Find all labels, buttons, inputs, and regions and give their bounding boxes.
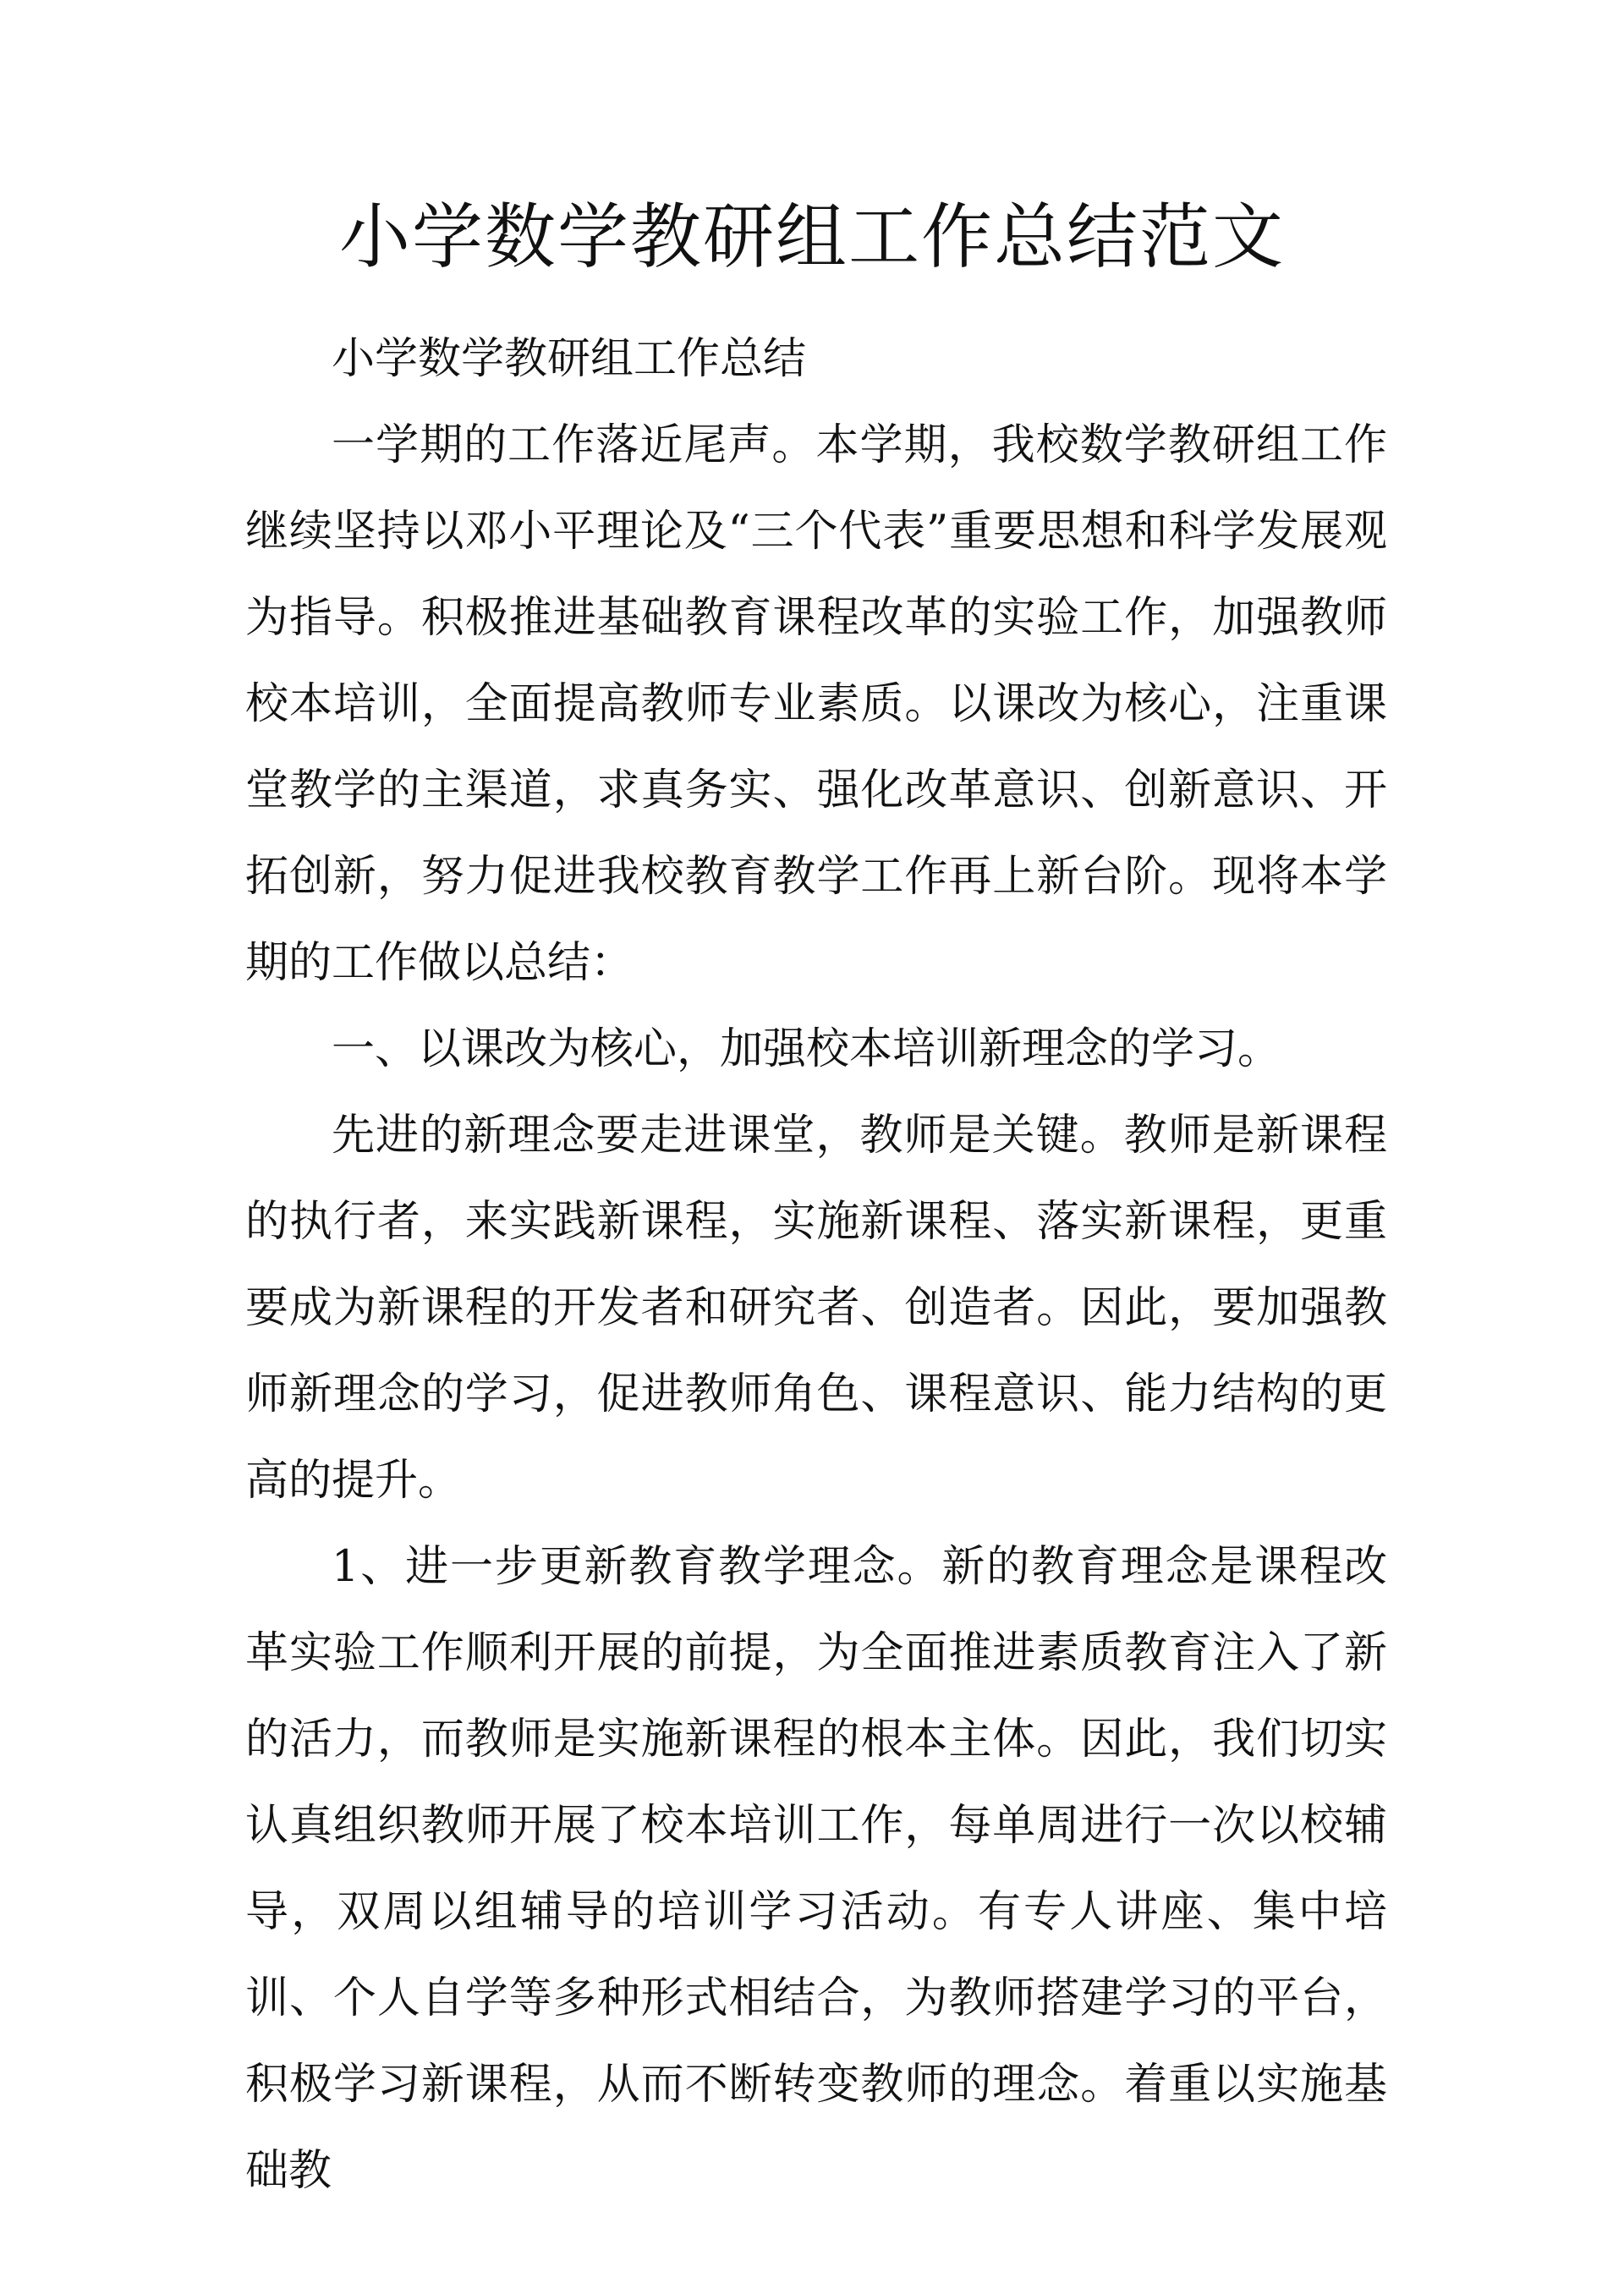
paragraph-new-concepts: 先进的新理念要走进课堂，教师是关键。教师是新课程的执行者，来实践新课程，实施新课程、落实新课程，更重要成为新课程的开发者和研究者、创造者。因此，要加强教师新理念的学习，促进教师角色、课程意识、能力结构的更高的提升。	[245, 1111, 1387, 1506]
paragraph-item-1: 1、进一步更新教育教学理念。新的教育理念是课程改革实验工作顺利开展的前提，为全面推进素质教育注入了新的活力，而教师是实施新课程的根本主体。因此，我们切实认真组织教师开展了校本培训工作，每单周进行一次以校辅导，双周以组辅导的培训学习活动。有专人讲座、集中培训、个人自学等多种形式相结合，为教师搭建学习的平台，积极学习新课程，从而不断转变教师的理念。着重以实施基础教	[245, 1542, 1387, 2196]
paragraph-subtitle: 小学数学教研组工作总结	[332, 334, 807, 384]
document-title: 小学数学教研组工作总结范文	[338, 195, 1285, 278]
paragraph-intro: 一学期的工作落近尾声。本学期，我校数学教研组工作继续坚持以邓小平理论及“三个代表”重要思想和科学发展观为指导。积极推进基础教育课程改革的实验工作，加强教师校本培训，全面提高教师专业素质。以课改为核心，注重课堂教学的主渠道，求真务实、强化改革意识、创新意识、开拓创新，努力促进我校教育教学工作再上新台阶。现将本学期的工作做以总结：	[245, 420, 1387, 988]
paragraph-section-heading: 一、以课改为核心，加强校本培训新理念的学习。	[332, 1024, 1281, 1074]
document-body	[245, 316, 1387, 2214]
